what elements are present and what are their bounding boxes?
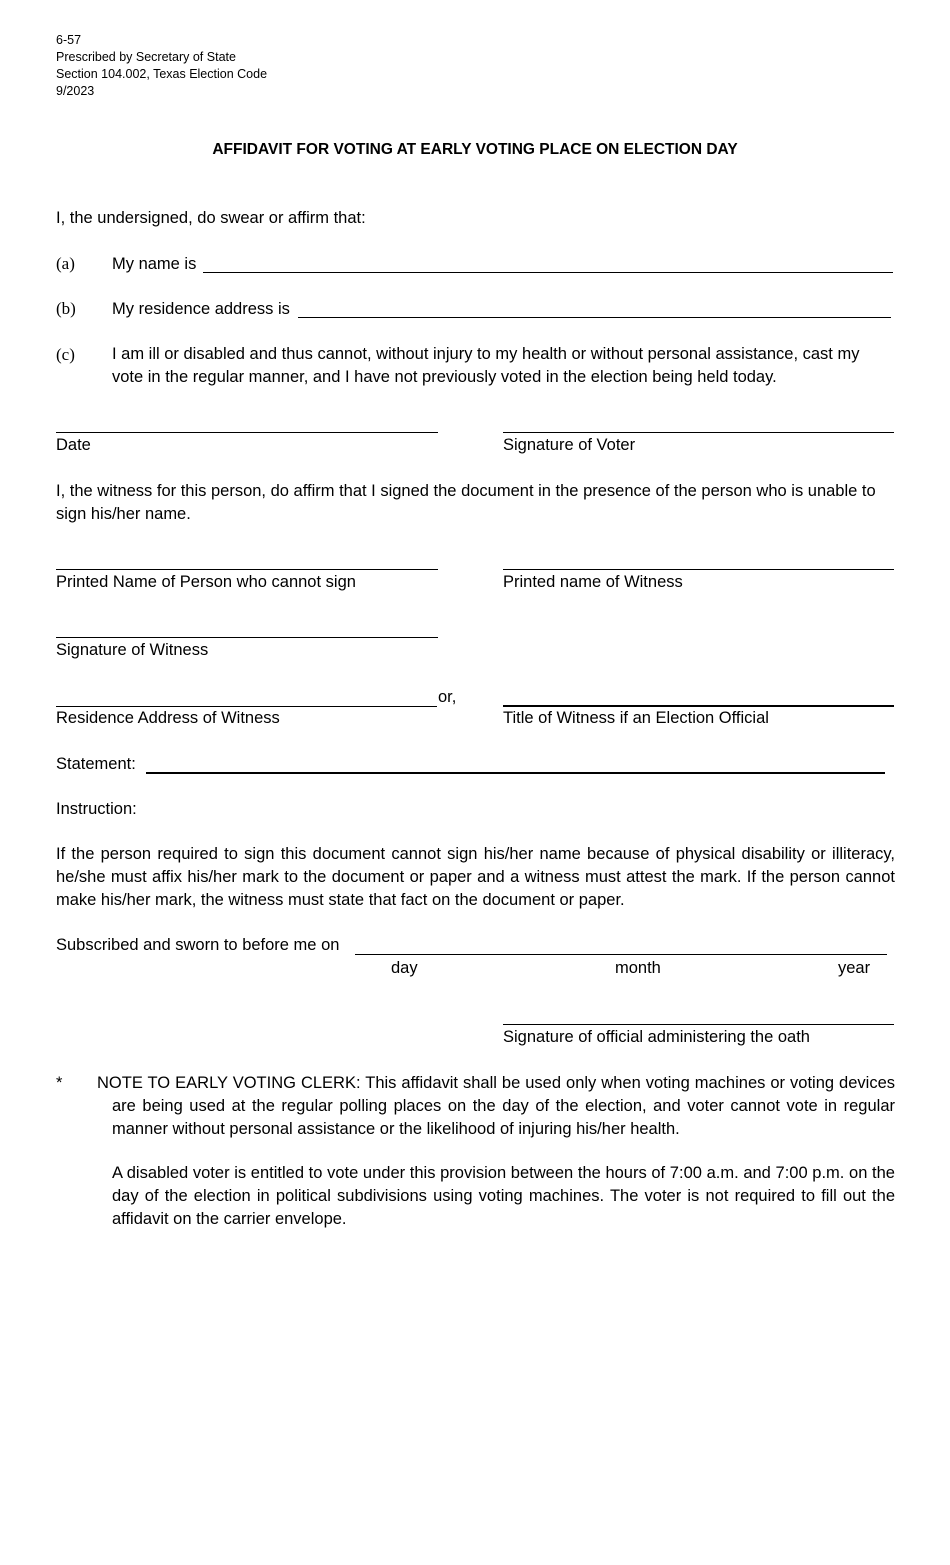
month-label: month bbox=[615, 959, 661, 977]
witness-residence-label: Residence Address of Witness bbox=[56, 709, 280, 727]
witness-signature-label: Signature of Witness bbox=[56, 641, 209, 659]
sworn-label: Subscribed and sworn to before me on bbox=[56, 936, 340, 954]
instruction-text: If the person required to sign this document cannot sign his/her name because of physical disability or illiteracy, he/she must affix his/her mark to the document or paper and a witness must attest the mark. If the person cannot make his/her mark, the witness must state that fact on the document or paper. bbox=[56, 845, 895, 909]
printed-name-witness-label: Printed name of Witness bbox=[503, 573, 683, 591]
witness-statement: I, the witness for this person, do affirm that I signed the document in the presence of the person who is unable to sign his/her name. bbox=[56, 482, 876, 523]
witness-title-label: Title of Witness if an Election Official bbox=[503, 709, 769, 727]
prescribed-by: Prescribed by Secretary of State bbox=[56, 50, 236, 64]
code-section: Section 104.002, Texas Election Code bbox=[56, 67, 268, 81]
instruction-label: Instruction: bbox=[56, 800, 137, 818]
page-title: AFFIDAVIT FOR VOTING AT EARLY VOTING PLACE ON ELECTION DAY bbox=[212, 141, 738, 158]
year-label: year bbox=[838, 959, 871, 977]
date-line[interactable] bbox=[56, 432, 438, 433]
date-label: Date bbox=[56, 436, 91, 454]
name-label: My name is bbox=[112, 255, 197, 273]
official-signature-line[interactable] bbox=[503, 1024, 894, 1025]
residence-address-field[interactable] bbox=[298, 317, 891, 318]
note-asterisk: * bbox=[56, 1074, 63, 1092]
item-b-marker: (b) bbox=[56, 299, 76, 318]
intro-text: I, the undersigned, do swear or affirm that: bbox=[56, 209, 366, 227]
printed-name-witness-line[interactable] bbox=[503, 569, 894, 570]
witness-signature-line[interactable] bbox=[56, 637, 438, 638]
item-a-marker: (a) bbox=[56, 254, 75, 273]
disability-statement: I am ill or disabled and thus cannot, without injury to my health or without personal assistance, cast my vote in the regular manner, and I have not previously voted in the election being held today. bbox=[112, 345, 860, 386]
day-label: day bbox=[391, 959, 418, 977]
note-paragraph-2: A disabled voter is entitled to vote under this provision between the hours of 7:00 a.m. and 7:00 p.m. on the day of the election in political subdivisions using voting machines. The voter is not required to fill out the affidavit on the carrier envelope. bbox=[112, 1164, 895, 1228]
printed-name-person-label: Printed Name of Person who cannot sign bbox=[56, 573, 356, 591]
item-c-marker: (c) bbox=[56, 345, 75, 364]
or-text: or, bbox=[438, 688, 457, 706]
name-field[interactable] bbox=[203, 272, 893, 273]
note-paragraph-1: NOTE TO EARLY VOTING CLERK: This affidavit shall be used only when voting machines or voting devices are being used at the regular polling places on the day of the election, and voter cannot vote in regular manner without personal assistance or the likelihood of injuring his/her health. bbox=[97, 1074, 895, 1138]
statement-label: Statement: bbox=[56, 755, 136, 773]
printed-name-person-line[interactable] bbox=[56, 569, 438, 570]
official-signature-label: Signature of official administering the oath bbox=[503, 1028, 810, 1046]
voter-signature-line[interactable] bbox=[503, 432, 894, 433]
sworn-date-field[interactable] bbox=[355, 954, 887, 955]
form-number: 6-57 bbox=[56, 33, 82, 47]
statement-field[interactable] bbox=[146, 772, 885, 774]
voter-signature-label: Signature of Voter bbox=[503, 436, 636, 454]
residence-address-label: My residence address is bbox=[112, 300, 290, 318]
form-date: 9/2023 bbox=[56, 84, 95, 98]
